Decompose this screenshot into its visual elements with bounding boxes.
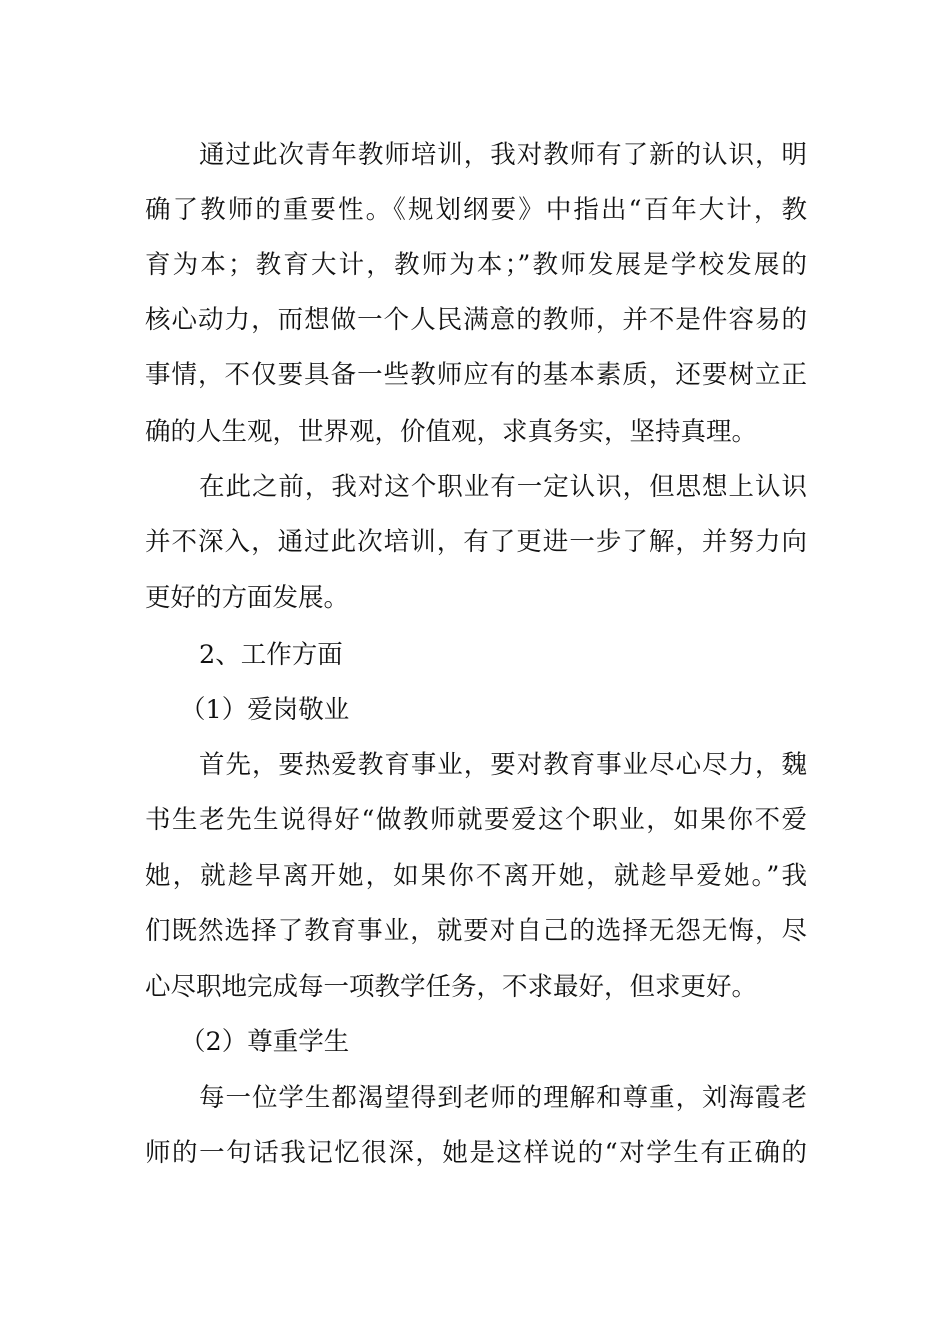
paragraph-2-line-1: 在此之前，我对这个职业有一定认识，但思想上认识: [199, 472, 807, 502]
subheading-dedication: （1）爱岗敬业: [180, 695, 350, 725]
paragraph-1-line-1: 通过此次青年教师培训，我对教师有了新的认识，明: [199, 140, 807, 170]
paragraph-3-line-4: 们既然选择了教育事业，就要对自己的选择无怨无悔，尽: [145, 916, 807, 946]
subheading-respect-students: （2）尊重学生: [180, 1027, 350, 1057]
paragraph-3-line-3: 她，就趁早离开她，如果你不离开她，就趁早爱她。”我: [145, 861, 807, 891]
paragraph-2-line-2: 并不深入，通过此次培训，有了更进一步了解，并努力向: [145, 527, 807, 557]
paragraph-1-line-3: 育为本；教育大计，教师为本；”教师发展是学校发展的: [145, 250, 807, 280]
paragraph-3-line-1: 首先，要热爱教育事业，要对教育事业尽心尽力，魏: [199, 750, 807, 780]
paragraph-1-line-4: 核心动力，而想做一个人民满意的教师，并不是件容易的: [145, 305, 807, 335]
paragraph-3-line-5: 心尽职地完成每一项教学任务，不求最好，但求更好。: [145, 972, 758, 1002]
paragraph-4-line-1: 每一位学生都渴望得到老师的理解和尊重，刘海霞老: [199, 1083, 807, 1113]
paragraph-3-line-2: 书生老先生说得好“做教师就要爱这个职业，如果你不爱: [145, 805, 807, 835]
section-heading-work: 2、工作方面: [199, 640, 343, 670]
paragraph-1-line-2: 确了教师的重要性。《规划纲要》中指出“百年大计，教: [145, 195, 807, 225]
paragraph-1-line-6: 确的人生观，世界观，价值观，求真务实，坚持真理。: [145, 417, 758, 447]
paragraph-4-line-2: 师的一句话我记忆很深，她是这样说的“对学生有正确的: [145, 1138, 807, 1168]
paragraph-1-line-5: 事情，不仅要具备一些教师应有的基本素质，还要树立正: [145, 360, 807, 390]
paragraph-2-line-3: 更好的方面发展。: [145, 583, 350, 613]
